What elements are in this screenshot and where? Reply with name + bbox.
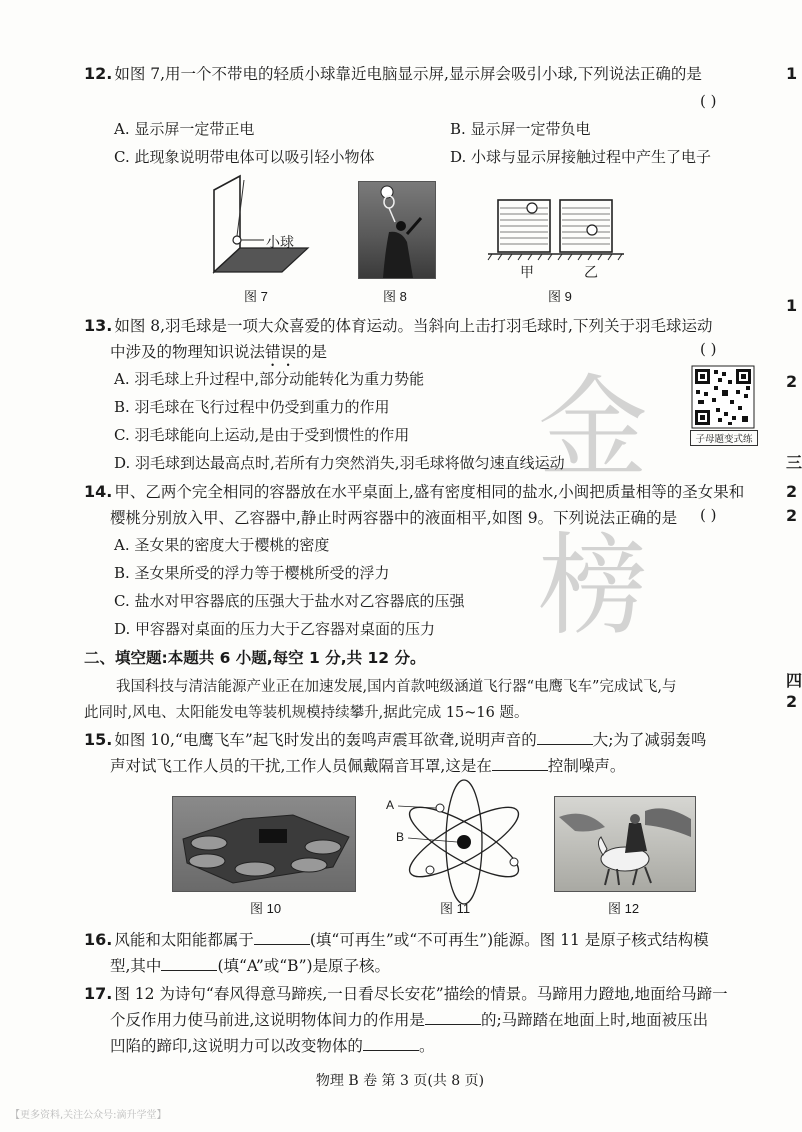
fill-blank[interactable] bbox=[425, 1010, 481, 1025]
option-a[interactable]: A. 圣女果的密度大于樱桃的密度 bbox=[114, 536, 330, 554]
page-footer: 物理 B 卷 第 3 页(共 8 页) bbox=[315, 1073, 485, 1089]
fill-blank[interactable] bbox=[537, 730, 593, 745]
fill-blank[interactable] bbox=[492, 756, 548, 771]
container-yi-label: 乙 bbox=[584, 264, 598, 280]
electron-label-a: A bbox=[386, 798, 395, 812]
qr-code-label: 子母题变式练 bbox=[690, 430, 758, 446]
option-a[interactable]: A. 羽毛球上升过程中,部分动能转化为重力势能 bbox=[114, 370, 425, 388]
section-heading: 二、填空题:本题共 6 小题,每空 1 分,共 12 分。 bbox=[84, 649, 426, 667]
question-13-stem: 13. 如图 8,羽毛球是一项大众喜爱的体育运动。当斜向上击打羽毛球时,下列关于羽毛球运动 bbox=[84, 316, 713, 335]
fill-blank[interactable] bbox=[254, 930, 310, 945]
passage-line-2: 此同时,风电、太阳能发电等装机规模持续攀升,据此完成 15~16 题。 bbox=[84, 705, 529, 721]
figure-11-caption: 图 11 bbox=[440, 901, 471, 916]
question-15-line1: 15. 如图 10,“电鹰飞车”起飞时发出的轰鸣声震耳欲聋,说明声音的 大;为了减弱轰鸣 bbox=[84, 730, 707, 749]
right-edge-marker: 2 bbox=[786, 482, 798, 501]
option-c[interactable]: C. 盐水对甲容器底的压强大于盐水对乙容器底的压强 bbox=[114, 592, 465, 610]
watermark-logo: 金榜 bbox=[538, 364, 682, 650]
figure-7-diagram bbox=[200, 170, 330, 280]
question-13-stem-line2: 中涉及的物理知识说法错误的是 bbox=[110, 343, 328, 361]
question-12-stem: 12. 如图 7,用一个不带电的轻质小球靠近电脑显示屏,显示屏会吸引小球,下列说法正确的是 bbox=[84, 64, 702, 83]
option-b[interactable]: B. 羽毛球在飞行过程中仍受到重力的作用 bbox=[114, 398, 390, 416]
figure-12-painting bbox=[554, 796, 696, 892]
option-d[interactable]: D. 甲容器对桌面的压力大于乙容器对桌面的压力 bbox=[114, 620, 436, 638]
option-b[interactable]: B. 显示屏一定带负电 bbox=[450, 120, 591, 138]
option-a[interactable]: A. 显示屏一定带正电 bbox=[114, 120, 255, 138]
option-c[interactable]: C. 此现象说明带电体可以吸引轻小物体 bbox=[114, 148, 375, 166]
option-d[interactable]: D. 羽毛球到达最高点时,若所有力突然消失,羽毛球将做匀速直线运动 bbox=[114, 454, 565, 472]
fill-blank[interactable] bbox=[363, 1036, 419, 1051]
right-edge-marker: 1 bbox=[786, 64, 798, 83]
right-edge-marker: 2 bbox=[786, 692, 798, 711]
figure-11-atom-diagram bbox=[388, 790, 538, 894]
fill-blank[interactable] bbox=[161, 956, 217, 971]
right-edge-marker: 四 bbox=[786, 671, 802, 690]
question-14-stem-line2: 樱桃分别放入甲、乙容器中,静止时两容器中的液面相平,如图 9。下列说法正确的是 bbox=[110, 509, 678, 527]
question-14-stem: 14. 甲、乙两个完全相同的容器放在水平桌面上,盛有密度相同的盐水,小闽把质量相等的圣女果和 bbox=[84, 482, 745, 501]
passage-line-1: 我国科技与清洁能源产业正在加速发展,国内首款吨级涵道飞行器“电鹰飞车”完成试飞,与 bbox=[116, 679, 677, 695]
right-edge-marker: 2 bbox=[786, 372, 798, 391]
question-17-line3: 凹陷的蹄印,这说明力可以改变物体的 。 bbox=[110, 1037, 435, 1055]
option-c[interactable]: C. 羽毛球能向上运动,是由于受到惯性的作用 bbox=[114, 426, 410, 444]
figure-10-photo bbox=[172, 796, 356, 892]
container-jia-label: 甲 bbox=[520, 264, 534, 280]
question-15-line2: 声对试飞工作人员的干扰,工作人员佩戴隔音耳罩,这是在 控制噪声。 bbox=[110, 757, 626, 775]
horse-rider-icon bbox=[555, 797, 695, 891]
question-17-line1: 17. 图 12 为诗句“春风得意马蹄疾,一日看尽长安花”描绘的情景。马蹄用力蹬地,地面给马蹄一 bbox=[84, 984, 728, 1003]
option-b[interactable]: B. 圣女果所受的浮力等于樱桃所受的浮力 bbox=[114, 564, 390, 582]
right-edge-marker: 三 bbox=[786, 453, 802, 472]
answer-paren[interactable]: ( ) bbox=[700, 506, 717, 524]
right-edge-marker: 2 bbox=[786, 506, 798, 525]
question-17-line2: 个反作用力使马前进,这说明物体间力的作用是 的;马蹄踏在地面上时,地面被压出 bbox=[110, 1011, 709, 1029]
figure-8-caption: 图 8 bbox=[383, 289, 407, 304]
figure-8-photo bbox=[358, 181, 436, 279]
qr-code-icon[interactable] bbox=[692, 366, 754, 428]
figure-7-ball-label: 小球 bbox=[266, 234, 294, 250]
option-d[interactable]: D. 小球与显示屏接触过程中产生了电子 bbox=[450, 148, 712, 166]
answer-paren[interactable]: ( ) bbox=[700, 340, 717, 358]
figure-9-caption: 图 9 bbox=[548, 289, 572, 304]
figure-12-caption: 图 12 bbox=[608, 901, 640, 916]
question-16-line1: 16. 风能和太阳能都属于 (填“可再生”或“不可再生”)能源。图 11 是原子核式结构模 bbox=[84, 930, 709, 949]
flying-vehicle-icon bbox=[173, 797, 355, 891]
emphasized-word: 错误 bbox=[265, 343, 297, 361]
answer-paren[interactable]: ( ) bbox=[700, 92, 717, 110]
badminton-player-icon bbox=[359, 182, 435, 278]
figure-9-diagram bbox=[488, 190, 624, 270]
question-16-line2: 型,其中 (填“A”或“B”)是原子核。 bbox=[110, 957, 391, 975]
figure-10-caption: 图 10 bbox=[250, 901, 282, 916]
bottom-note: 【更多资料,关注公众号:滴升学堂】 bbox=[10, 1110, 167, 1121]
figure-7-caption: 图 7 bbox=[244, 289, 268, 304]
right-edge-marker: 1 bbox=[786, 296, 798, 315]
nucleus-label-b: B bbox=[396, 830, 405, 844]
